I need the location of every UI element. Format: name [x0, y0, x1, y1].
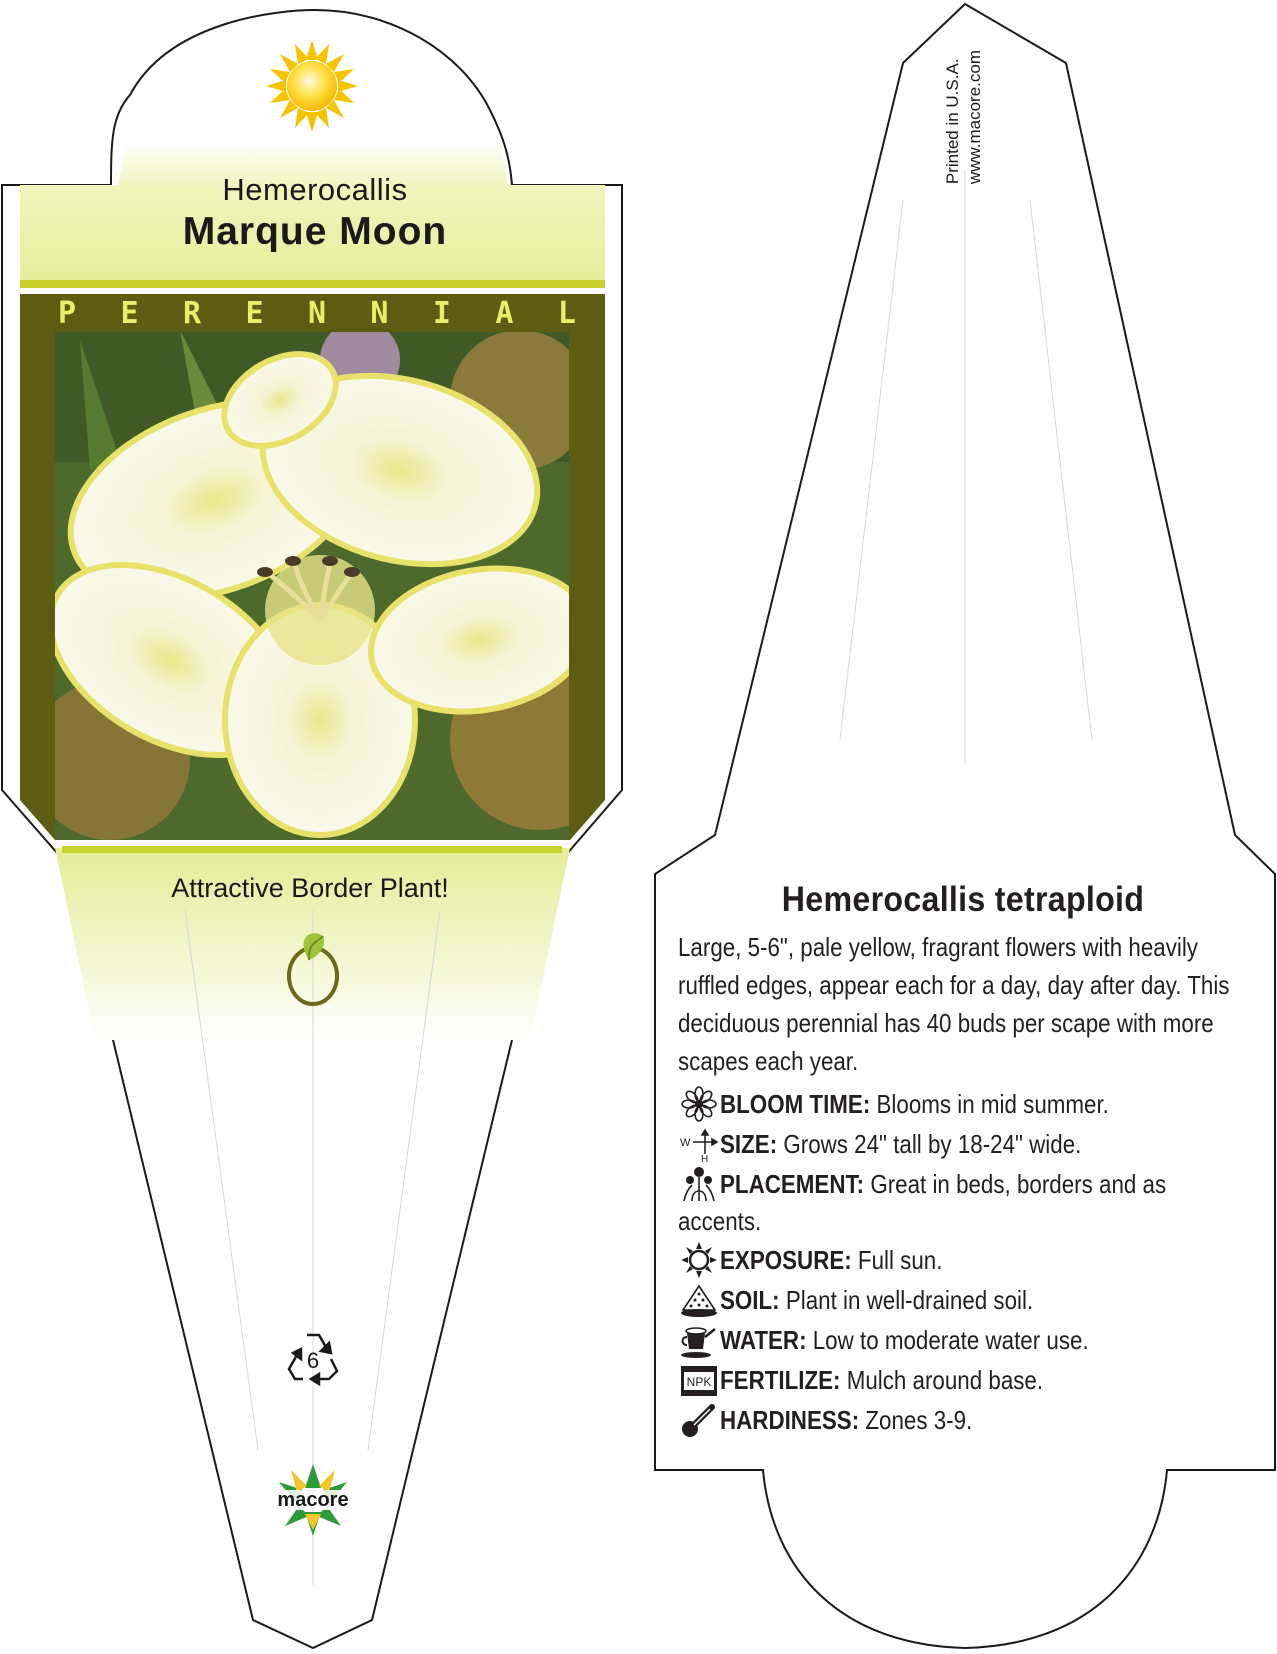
- size-icon: [678, 1124, 720, 1164]
- watering-can-icon: [678, 1320, 720, 1360]
- attr-label: EXPOSURE:: [720, 1245, 852, 1275]
- printed-in: Printed in U.S.A.: [943, 58, 962, 185]
- category-label: [58, 296, 576, 331]
- size-icon-h: H: [701, 1154, 709, 1162]
- attr-label: WATER:: [720, 1325, 807, 1355]
- category-letter: L: [557, 296, 576, 331]
- category-letter: E: [120, 296, 139, 331]
- website: www.macore.com: [965, 50, 984, 185]
- front-cultivar-title: Marque Moon: [182, 210, 448, 253]
- lower-band-stripe: [62, 846, 562, 853]
- description: Large, 5-6", pale yellow, fragrant flowers with heavily ruffled edges, appear each for a day, day after day. This deciduous perennial has 40 buds per scape with more scapes each year.: [678, 932, 1230, 1076]
- logo-text: macore: [277, 1489, 349, 1511]
- attr-label: HARDINESS:: [720, 1405, 860, 1435]
- attr-label: BLOOM TIME:: [720, 1089, 871, 1119]
- attr-value: Zones 3-9.: [859, 1405, 973, 1435]
- attr-bloom-time: [678, 1084, 1248, 1124]
- category-letter: A: [495, 296, 514, 331]
- attr-value: Great in beds, borders and as: [864, 1169, 1167, 1199]
- attr-fertilize: [678, 1360, 1248, 1400]
- attr-placement: [678, 1164, 1248, 1204]
- placement-icon: [678, 1164, 720, 1204]
- front-genus-title: Hemerocallis: [222, 172, 408, 207]
- attr-value: Low to moderate water use.: [806, 1325, 1089, 1355]
- attr-label: SOIL:: [720, 1285, 780, 1315]
- attr-soil: [678, 1280, 1248, 1320]
- attr-hardiness: [678, 1400, 1248, 1440]
- npk-icon: [678, 1360, 720, 1400]
- attr-value: Mulch around base.: [840, 1365, 1044, 1395]
- lily-photo: [17, 320, 630, 840]
- attr-size: [678, 1124, 1248, 1164]
- thermometer-icon: [678, 1400, 720, 1440]
- soil-icon: [678, 1280, 720, 1320]
- attr-label: PLACEMENT:: [720, 1169, 865, 1199]
- attribute-list: [678, 1084, 1248, 1440]
- category-letter: P: [58, 296, 77, 331]
- attr-label: SIZE:: [720, 1129, 778, 1159]
- print-info: [942, 50, 986, 184]
- attr-value: Plant in well-drained soil.: [779, 1285, 1034, 1315]
- attr-value: Blooms in mid summer.: [870, 1089, 1109, 1119]
- sun-outline-icon: [678, 1240, 720, 1280]
- category-letter: N: [307, 296, 326, 331]
- npk-text: NPK: [686, 1375, 712, 1389]
- category-letter: R: [182, 296, 202, 331]
- flower-icon: [678, 1084, 720, 1124]
- attr-label: FERTILIZE:: [720, 1365, 841, 1395]
- attr-exposure: [678, 1240, 1248, 1280]
- category-letter: I: [432, 296, 451, 331]
- attr-placement-cont: accents.: [678, 1206, 762, 1236]
- tagline: Attractive Border Plant!: [171, 873, 449, 903]
- attr-value: Grows 24" tall by 18-24" wide.: [777, 1129, 1082, 1159]
- recycle-number: 6: [306, 1348, 320, 1373]
- category-letter: N: [370, 296, 389, 331]
- category-letter: E: [245, 296, 264, 331]
- attr-value: Full sun.: [851, 1245, 943, 1275]
- back-content: [678, 880, 1248, 1440]
- back-title: Hemerocallis tetraploid: [781, 880, 1145, 919]
- title-band-stripe: [20, 280, 605, 288]
- attr-water: [678, 1320, 1248, 1360]
- size-icon-w: W: [680, 1137, 691, 1149]
